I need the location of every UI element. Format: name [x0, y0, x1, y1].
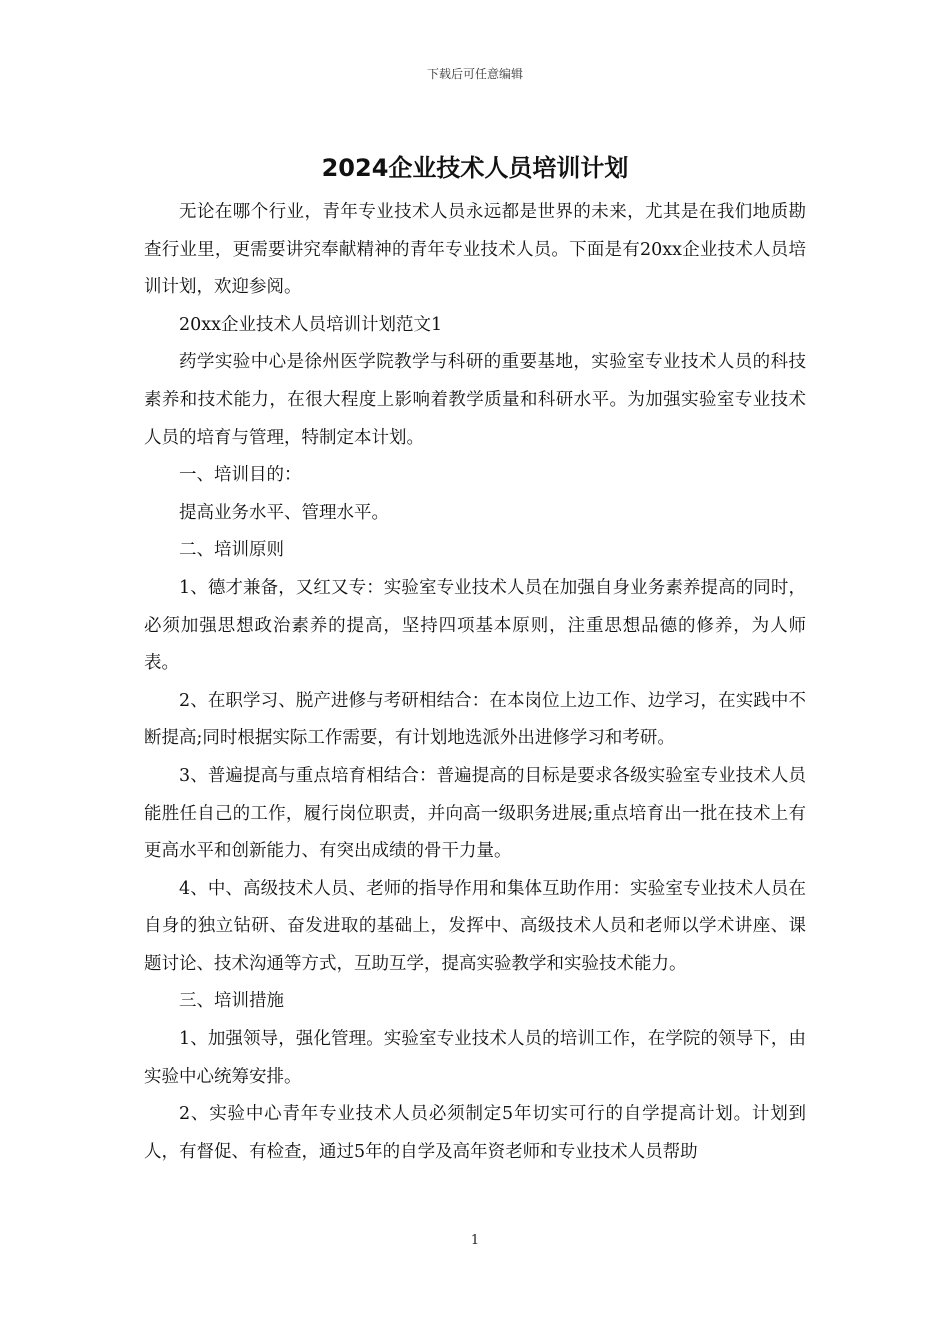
- paragraph: 1、加强领导，强化管理。实验室专业技术人员的培训工作，在学院的领导下，由实验中心统筹安排。: [144, 1029, 806, 1087]
- document-title: 2024企业技术人员培训计划: [321, 154, 629, 182]
- paragraph: 药学实验中心是徐州医学院教学与科研的重要基地，实验室专业技术人员的科技素养和技术能力，在很大程度上影响着教学质量和科研水平。为加强实验室专业技术人员的培育与管理，特制定本计划。: [144, 352, 806, 448]
- paragraph: 2、实验中心青年专业技术人员必须制定5年切实可行的自学提高计划。计划到人，有督促、有检查，通过5年的自学及高年资老师和专业技术人员帮助: [144, 1104, 806, 1162]
- page-header-note: 下载后可任意编辑: [426, 67, 523, 81]
- paragraph: 提高业务水平、管理水平。: [179, 502, 389, 523]
- paragraph: 2、在职学习、脱产进修与考研相结合：在本岗位上边工作、边学习，在实践中不断提高;同时根据实际工作需要，有计划地选派外出进修学习和考研。: [144, 690, 806, 749]
- paragraph: 无论在哪个行业，青年专业技术人员永远都是世界的未来，尤其是在我们地质勘查行业里，更需要讲究奉献精神的青年专业技术人员。下面是有20xx企业技术人员培训计划，欢迎参阅。: [144, 202, 806, 298]
- paragraph: 1、德才兼备，又红又专：实验室专业技术人员在加强自身业务素养提高的同时，必须加强思想政治素养的提高，坚持四项基本原则，注重思想品德的修养，为人师表。: [144, 577, 806, 674]
- page-number: 1: [470, 1233, 480, 1248]
- paragraph: 3、普遍提高与重点培育相结合：普遍提高的目标是要求各级实验室专业技术人员能胜任自己的工作，履行岗位职责，并向高一级职务进展;重点培育出一批在技术上有更高水平和创新能力、有突出成绩的骨干力量。: [144, 765, 806, 862]
- section-heading: 一、培训目的：: [179, 465, 302, 486]
- paragraph: 20xx企业技术人员培训计划范文1: [179, 314, 443, 335]
- section-heading: 二、培训原则: [179, 540, 284, 561]
- document-body: [144, 194, 806, 1171]
- section-heading: 三、培训措施: [179, 991, 284, 1012]
- paragraph: 4、中、高级技术人员、老师的指导作用和集体互助作用：实验室专业技术人员在自身的独立钻研、奋发进取的基础上，发挥中、高级技术人员和老师以学术讲座、课题讨论、技术沟通等方式，互助互学，提高实验教学和实验技术能力。: [144, 878, 806, 974]
